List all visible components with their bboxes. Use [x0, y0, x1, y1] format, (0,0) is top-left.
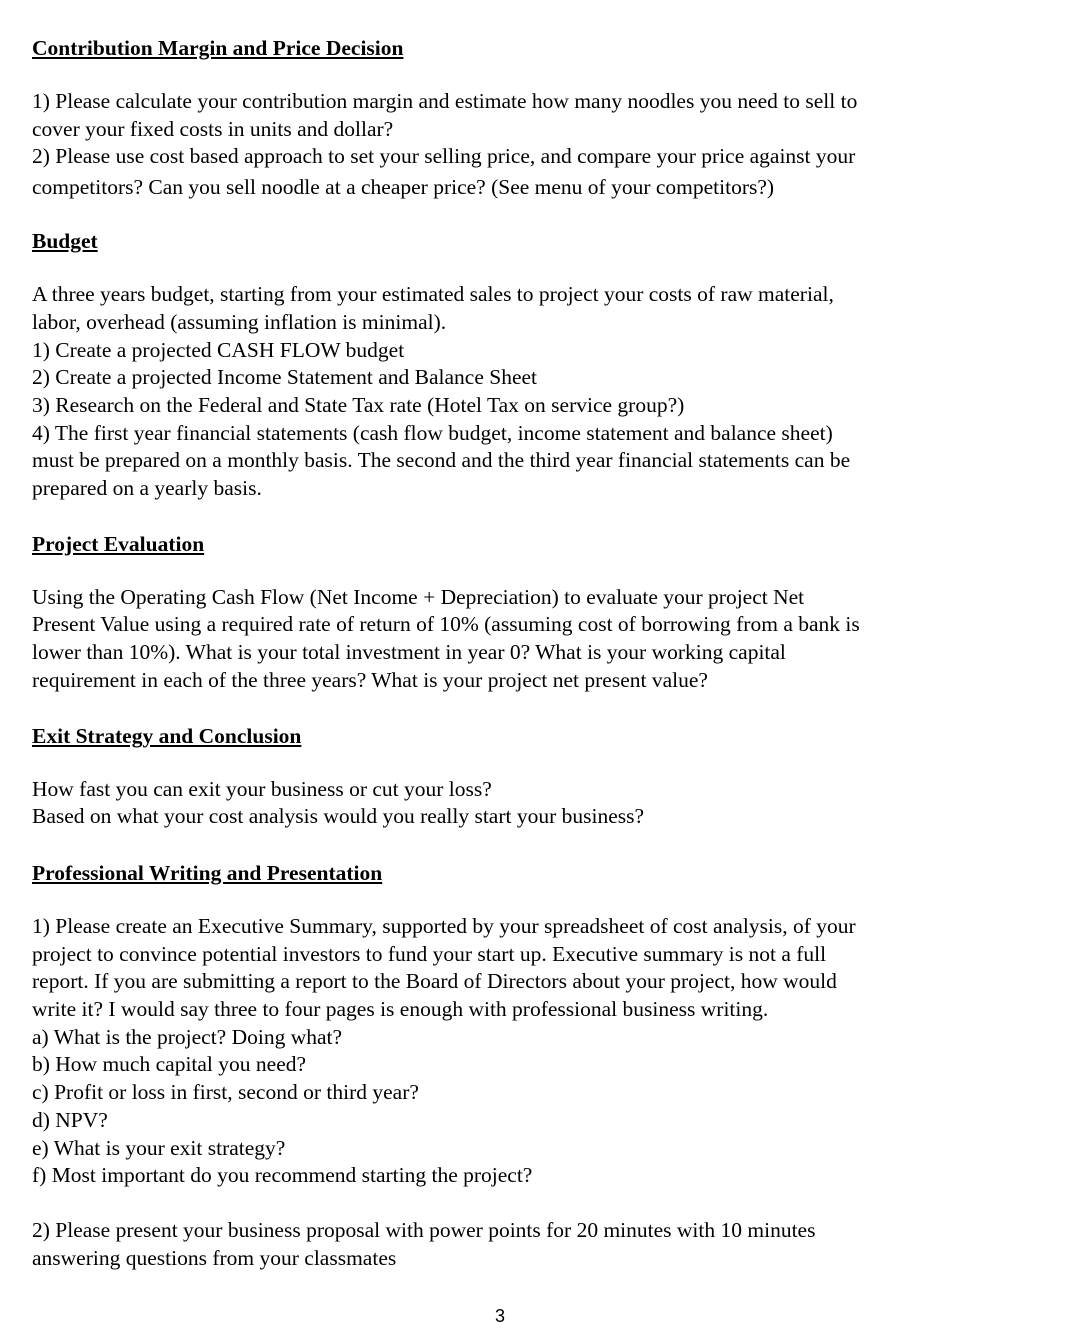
text-line: cover your fixed costs in units and dollar?: [32, 116, 394, 141]
text-line: lower than 10%). What is your total investment in year 0? What is your working capital: [32, 640, 786, 665]
text-line: report. If you are submitting a report to the Board of Directors about your project, how would: [32, 969, 837, 994]
text-line: write it? I would say three to four pages is enough with professional business writing.: [32, 997, 769, 1022]
writing-body: [32, 913, 1052, 1190]
text-line: 1) Create a projected CASH FLOW budget: [32, 337, 405, 362]
text-line: project to convince potential investors to fund your start up. Executive summary is not a full: [32, 941, 827, 966]
text-line: Based on what your cost analysis would you really start your business?: [32, 804, 645, 829]
text-line: requirement in each of the three years? What is your project net present value?: [32, 667, 708, 692]
text-line: prepared on a yearly basis.: [32, 476, 262, 501]
contribution-body: [32, 88, 1052, 203]
evaluation-body: [32, 584, 1052, 695]
list-item: a) What is the project? Doing what?: [32, 1024, 343, 1049]
text-line: How fast you can exit your business or cut your loss?: [32, 776, 492, 801]
exit-body: [32, 776, 1052, 831]
text-line: answering questions from your classmates: [32, 1245, 397, 1270]
document-page: [32, 34, 1052, 1272]
text-line: competitors? Can you sell noodle at a cheaper price? (See menu of your competitors?): [32, 175, 775, 200]
text-line: 3) Research on the Federal and State Tax rate (Hotel Tax on service group?): [32, 392, 685, 417]
budget-body: [32, 281, 1052, 503]
text-line: 2) Please use cost based approach to set your selling price, and compare your price against your: [32, 144, 856, 169]
text-line: 2) Create a projected Income Statement and Balance Sheet: [32, 365, 538, 390]
list-item: c) Profit or loss in first, second or third year?: [32, 1080, 419, 1105]
text-line: A three years budget, starting from your estimated sales to project your costs of raw material,: [32, 282, 834, 307]
text-line: 4) The first year financial statements (cash flow budget, income statement and balance sheet): [32, 420, 833, 445]
text-line: 2) Please present your business proposal with power points for 20 minutes with 10 minutes: [32, 1217, 816, 1242]
text-line: labor, overhead (assuming inflation is minimal).: [32, 309, 447, 334]
section-heading-writing: Professional Writing and Presentation: [32, 860, 383, 885]
section-heading-evaluation: Project Evaluation: [32, 531, 205, 556]
section-heading-budget: Budget: [32, 229, 98, 254]
text-line: must be prepared on a monthly basis. The second and the third year financial statements can be: [32, 448, 851, 473]
presentation-body: [32, 1217, 1052, 1272]
text-line: Using the Operating Cash Flow (Net Income + Depreciation) to evaluate your project Net: [32, 584, 805, 609]
text-line: 1) Please calculate your contribution margin and estimate how many noodles you need to sell to: [32, 89, 858, 113]
text-line: Present Value using a required rate of return of 10% (assuming cost of borrowing from a bank is: [32, 612, 860, 637]
list-item: f) Most important do you recommend starting the project?: [32, 1163, 533, 1188]
text-line: 1) Please create an Executive Summary, supported by your spreadsheet of cost analysis, of your: [32, 913, 856, 938]
list-item: d) NPV?: [32, 1107, 108, 1132]
section-heading-exit: Exit Strategy and Conclusion: [32, 723, 302, 748]
section-heading-contribution: Contribution Margin and Price Decision: [32, 36, 404, 60]
list-item: e) What is your exit strategy?: [32, 1135, 286, 1160]
list-item: b) How much capital you need?: [32, 1052, 307, 1077]
page-number: 3: [494, 1306, 505, 1326]
